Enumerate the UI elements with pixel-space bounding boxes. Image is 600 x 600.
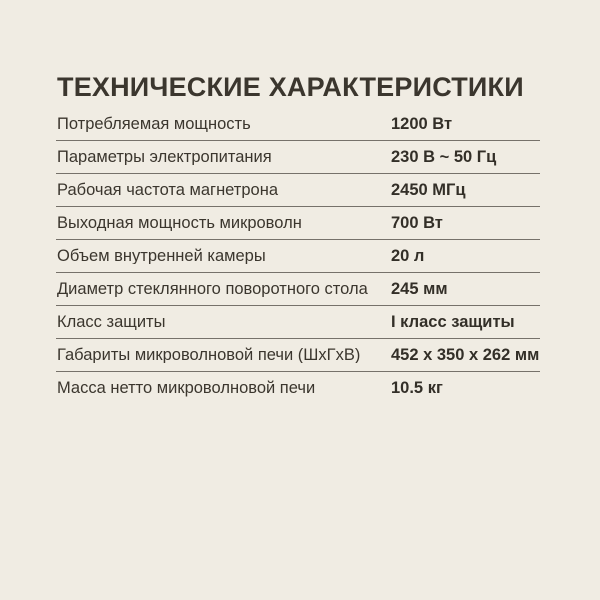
spec-label: Масса нетто микроволновой печи: [57, 380, 316, 397]
spec-value: 230 В ~ 50 Гц: [391, 147, 497, 166]
spec-label: Диаметр стеклянного поворотного стола: [57, 280, 368, 298]
spec-label: Объем внутренней камеры: [57, 247, 266, 265]
spec-label: Габариты микроволновой печи (ШхГхВ): [57, 346, 361, 364]
spec-value: 2450 МГц: [391, 180, 466, 199]
spec-row: [56, 240, 540, 273]
spec-label: Выходная мощность микроволн: [57, 214, 302, 232]
spec-row: [56, 108, 540, 141]
spec-value: 700 Вт: [391, 213, 443, 232]
spec-row: [56, 306, 540, 339]
spec-label: Рабочая частота магнетрона: [57, 181, 279, 199]
spec-row: [56, 273, 540, 306]
spec-row: [56, 174, 540, 207]
spec-value: 20 л: [391, 246, 425, 265]
spec-value: 10.5 кг: [391, 379, 443, 398]
spec-value: 1200 Вт: [391, 114, 453, 133]
spec-row: [56, 141, 540, 174]
spec-row: [56, 339, 540, 372]
spec-row: [56, 372, 540, 405]
page-title: ТЕХНИЧЕСКИЕ ХАРАКТЕРИСТИКИ: [57, 72, 524, 103]
spec-label: Параметры электропитания: [57, 148, 272, 166]
spec-label: Класс защиты: [57, 313, 166, 331]
spec-value: I класс защиты: [391, 312, 515, 331]
spec-value: 452 x 350 x 262 мм: [391, 345, 540, 364]
spec-table: [56, 108, 540, 405]
spec-value: 245 мм: [391, 279, 448, 298]
spec-row: [56, 207, 540, 240]
spec-label: Потребляемая мощность: [57, 115, 251, 133]
